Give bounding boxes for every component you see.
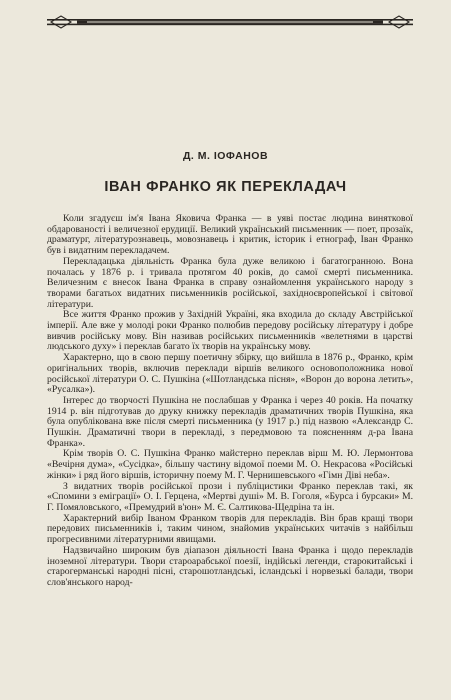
paragraph: Характерний вибір Іваном Франком творів для перекладів. Він брав кращі твори передових письменників і, таким чином, знайомив українських читачів з найбільш прогресивними літературними явищами.: [47, 512, 413, 546]
header-ornament: [47, 14, 413, 30]
article-title: ІВАН ФРАНКО ЯК ПЕРЕКЛАДАЧ: [104, 179, 347, 195]
paragraph: Характерно, що в свою першу поетичну збірку, що вийшла в 1876 р., Франко, крім оригінальних творів, включив переклади віршів великого основоположника нової російської літератури О. С. Пушкіна («Шотландська пісня», «Ворон до ворона летить», «Русалка»).: [47, 352, 413, 396]
paragraph: Коли згадуєш ім'я Івана Яковича Франка — в уяві постає людина виняткової обдарованості і величезної ерудиції. Великий український письменник — поет, прозаїк, драматург, літературознавець, мовознавець і критик, історик і етнограф, Іван Франко був і видатним перекладачем.: [47, 213, 413, 257]
paragraph: Інтерес до творчості Пушкіна не послабшав у Франка і через 40 років. На початку 1914 р. він підготував до друку книжку перекладів драматичних творів Пушкіна, яка була опублікована вже після смерті письменника (у 1917 р.) під назвою «Александр С. Пушкін. Драматичні твори в перекладі, з передмовою та поясненням д-ра Івана Франка».: [47, 394, 413, 449]
article-body: [47, 214, 413, 589]
paragraph: Крім творів О. С. Пушкіна Франко майстерно переклав вірш М. Ю. Лермонтова «Вечірня дума», «Сусідка», більшу частину відомої поеми М. О. Некрасова «Російські жінки» і ряд його віршів, історичну поему М. Г. Чернишевського «Гімн Діві неба».: [47, 448, 413, 481]
paragraph: Все життя Франко прожив у Західній Україні, яка входила до складу Австрійської імперії. Але вже у молоді роки Франко полюбив передову російську літературу і добре вивчив російську мову. Він називав російських письменників «велетнями в царстві людського духу» і переклав багато їх творів на українську мову.: [47, 309, 413, 353]
article-author: Д. М. ІОФАНОВ: [182, 150, 269, 162]
paragraph: З видатних творів російської прози і публіцистики Франко переклав такі, як «Спомини з еміграції» О. І. Герцена, «Мертві душі» М. В. Гоголя, «Бурса і бурсаки» М. Г. Помяловського, «Премудрий в'юн» М. Є. Салтикова-Щедріна та ін.: [47, 480, 413, 513]
paragraph: Перекладацька діяльність Франка була дуже великою і багатогранною. Вона почалась у 1876 р. і тривала протягом 40 років, до самої смерті письменника. Величезним є внесок Івана Франка в справу ознайомлення українського народу з творами багатьох видатних письменників російської, західноєвропейської і світової літератури.: [47, 255, 413, 310]
paragraph: Надзвичайно широким був діапазон діяльності Івана Франка і щодо перекладів іноземної літератури. Твори староарабської поезії, індійські легенди, старокитайські і старогерманські народні пісні, старошотландські, ісландські і норвезькі балади, твори слов'янського народ-: [47, 544, 413, 588]
